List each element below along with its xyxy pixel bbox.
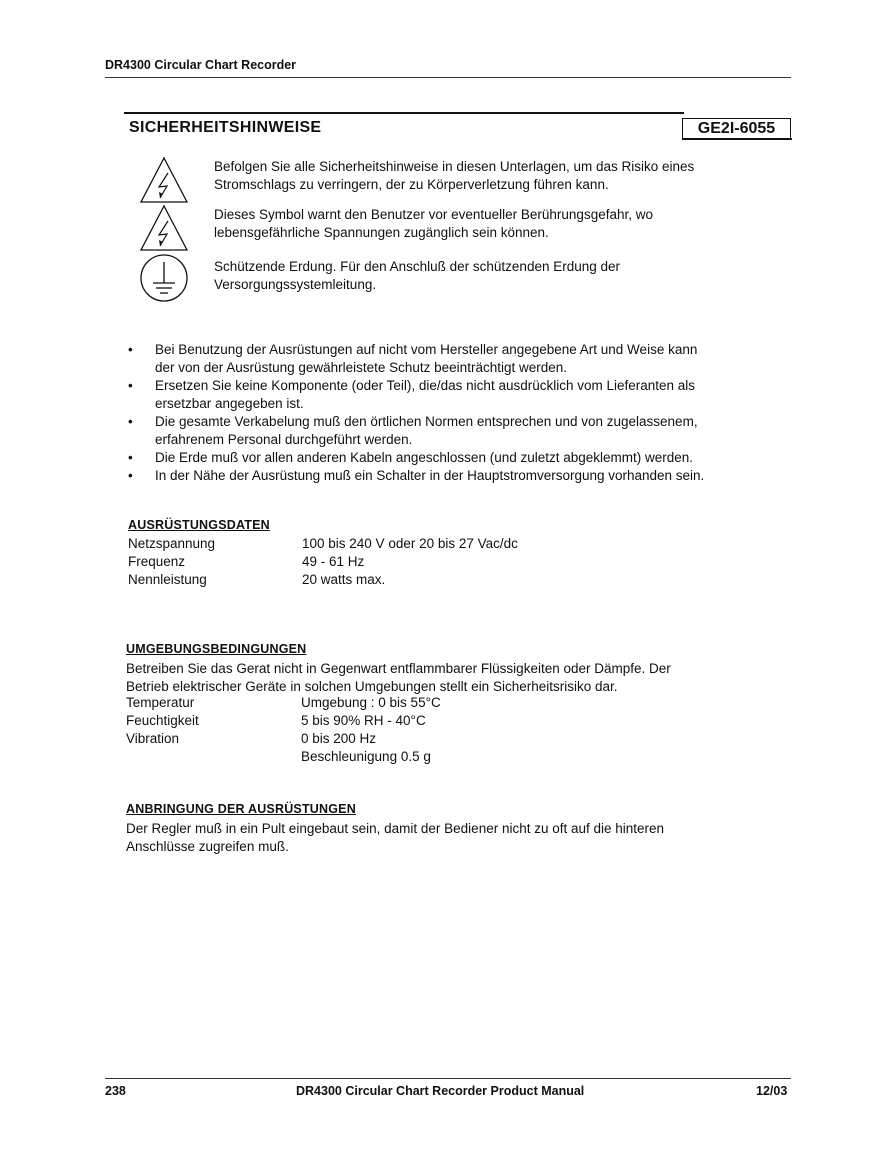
environment-label-temperature: Temperatur	[126, 695, 195, 710]
list-item	[128, 413, 788, 449]
section-title: SICHERHEITSHINWEISE	[129, 119, 322, 136]
equipment-label-voltage: Netzspannung	[128, 536, 216, 551]
bullet-2-line-2: ersetzbar angegeben ist.	[155, 396, 304, 411]
equipment-value-frequency: 49 - 61 Hz	[302, 554, 365, 569]
list-item	[128, 467, 788, 485]
symbol-description-2	[214, 206, 774, 242]
environment-value-vibration: 0 bis 200 Hz	[301, 731, 377, 746]
equipment-label-frequency: Frequenz	[128, 554, 186, 569]
environment-value-acceleration: Beschleunigung 0.5 g	[301, 749, 431, 764]
section-title-bar	[124, 112, 791, 138]
warning-triangle-lightning-icon	[139, 156, 189, 206]
bullet-dot: •	[128, 468, 133, 483]
symbol-2-line-1: Dieses Symbol warnt den Benutzer vor eventueller Berührungsgefahr, wo	[214, 207, 653, 222]
environment-value-humidity: 5 bis 90% RH - 40°C	[301, 713, 426, 728]
symbol-2-line-2: lebensgefährliche Spannungen zugänglich sein können.	[214, 225, 549, 240]
list-item	[128, 449, 788, 467]
warning-triangle-lightning-icon	[139, 204, 189, 254]
environment-heading: UMGEBUNGSBEDINGUNGEN	[126, 642, 307, 656]
bullet-dot: •	[128, 450, 133, 465]
bullet-5-line-1: In der Nähe der Ausrüstung muß ein Schalter in der Hauptstromversorgung vorhanden sein.	[155, 468, 705, 483]
equipment-value-power: 20 watts max.	[302, 572, 386, 587]
environment-value-temperature: Umgebung : 0 bis 55°C	[301, 695, 441, 710]
bullet-1-line-2: der von der Ausrüstung gewährleistete Schutz beeinträchtigt werden.	[155, 360, 567, 375]
symbol-3-line-2: Versorgungssystemleitung.	[214, 277, 377, 292]
bullet-dot: •	[128, 414, 133, 429]
symbol-description-1	[214, 158, 774, 194]
footer-date: 12/03	[756, 1084, 788, 1098]
environment-label-vibration: Vibration	[126, 731, 180, 746]
mounting-text	[126, 820, 786, 856]
protective-earth-icon	[139, 253, 189, 303]
mounting-line-2: Anschlüsse zugreifen muß.	[126, 839, 289, 854]
environment-intro	[126, 660, 786, 696]
environment-intro-line-2: Betrieb elektrischer Geräte in solchen Umgebungen stellt ein Sicherheitsrisiko dar.	[126, 679, 618, 694]
bullet-3-line-2: erfahrenem Personal durchgeführt werden.	[155, 432, 413, 447]
bullet-dot: •	[128, 342, 133, 357]
document-code-underline	[682, 138, 792, 140]
list-item	[128, 341, 788, 377]
environment-label-humidity: Feuchtigkeit	[126, 713, 199, 728]
page-number: 238	[105, 1084, 126, 1098]
equipment-value-voltage: 100 bis 240 V oder 20 bis 27 Vac/dc	[302, 536, 518, 551]
bullet-1-line-1: Bei Benutzung der Ausrüstungen auf nicht vom Hersteller angegebene Art und Weise kann	[155, 342, 698, 357]
section-top-rule	[124, 112, 684, 114]
safety-bullet-list	[128, 341, 788, 485]
mounting-heading: ANBRINGUNG DER AUSRÜSTUNGEN	[126, 802, 356, 816]
symbol-3-line-1: Schützende Erdung. Für den Anschluß der schützenden Erdung der	[214, 259, 621, 274]
running-header-title: DR4300 Circular Chart Recorder	[105, 58, 297, 72]
bullet-2-line-1: Ersetzen Sie keine Komponente (oder Teil), die/das nicht ausdrücklich vom Lieferanten als	[155, 378, 696, 393]
equipment-label-power: Nennleistung	[128, 572, 207, 587]
mounting-line-1: Der Regler muß in ein Pult eingebaut sein, damit der Bediener nicht zu oft auf die hinteren	[126, 821, 665, 836]
header-rule	[105, 77, 791, 78]
footer-rule	[105, 1078, 791, 1079]
equipment-heading: AUSRÜSTUNGSDATEN	[128, 518, 270, 532]
symbol-description-3	[214, 258, 774, 294]
symbol-1-line-1: Befolgen Sie alle Sicherheitshinweise in diesen Unterlagen, um das Risiko eines	[214, 159, 695, 174]
bullet-dot: •	[128, 378, 133, 393]
list-item	[128, 377, 788, 413]
bullet-4-line-1: Die Erde muß vor allen anderen Kabeln angeschlossen (und zuletzt abgeklemmt) werden.	[155, 450, 694, 465]
footer-title: DR4300 Circular Chart Recorder Product Manual	[296, 1084, 585, 1098]
document-code: GE2I-6055	[682, 118, 791, 139]
symbol-1-line-2: Stromschlags zu verringern, der zu Körperverletzung führen kann.	[214, 177, 609, 192]
bullet-3-line-1: Die gesamte Verkabelung muß den örtlichen Normen entsprechen und von zugelassenem,	[155, 414, 698, 429]
environment-intro-line-1: Betreiben Sie das Gerat nicht in Gegenwart entflammbarer Flüssigkeiten oder Dämpfe. Der	[126, 661, 671, 676]
